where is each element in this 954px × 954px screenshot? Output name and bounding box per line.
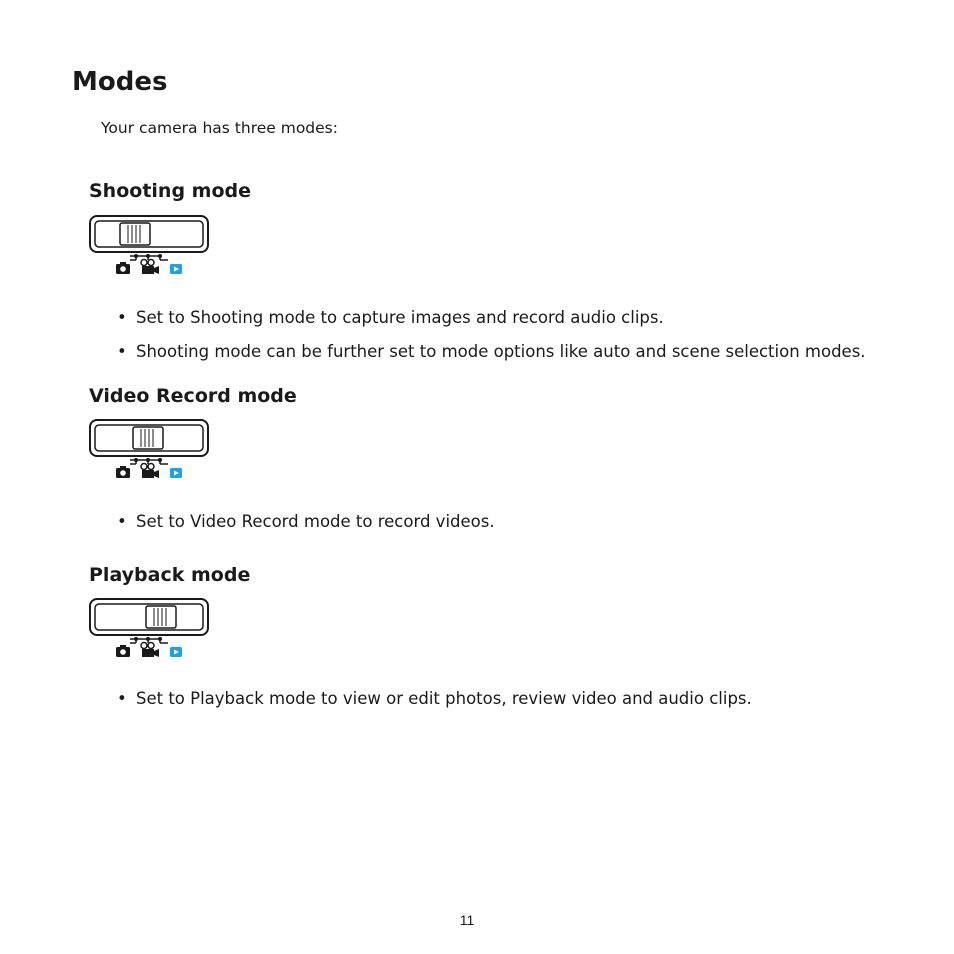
list-item	[116, 307, 866, 329]
section-heading-playback: Playback mode	[89, 564, 251, 586]
video-camera-icon	[141, 643, 159, 658]
bullet-icon: •	[117, 342, 127, 361]
mode-switch-diagram	[88, 214, 212, 274]
bullet-icon: •	[117, 512, 127, 531]
mode-switch-shooting	[88, 214, 212, 274]
section-heading-shooting: Shooting mode	[89, 180, 251, 202]
list-item	[116, 688, 752, 710]
camera-icon	[116, 262, 130, 274]
bullet-icon: •	[117, 308, 127, 327]
page-number: 11	[459, 912, 475, 928]
playback-icon	[170, 647, 182, 657]
video-camera-icon	[141, 464, 159, 479]
list-item-text: Set to Playback mode to view or edit photos, review video and audio clips.	[136, 689, 752, 708]
playback-bullet-list	[116, 688, 752, 722]
camera-icon	[116, 466, 130, 478]
list-item	[116, 341, 866, 363]
page-title: Modes	[72, 67, 168, 97]
bullet-icon: •	[117, 689, 127, 708]
playback-icon	[170, 264, 182, 274]
mode-switch-video	[88, 418, 212, 478]
list-item	[116, 511, 495, 533]
mode-switch-diagram	[88, 597, 212, 657]
intro-text: Your camera has three modes:	[101, 119, 338, 137]
shooting-bullet-list	[116, 307, 866, 375]
playback-icon	[170, 468, 182, 478]
list-item-text: Set to Shooting mode to capture images and record audio clips.	[136, 308, 664, 327]
switch-knob	[146, 606, 176, 628]
list-item-text: Shooting mode can be further set to mode options like auto and scene selection modes.	[136, 342, 866, 361]
mode-switch-diagram	[88, 418, 212, 478]
camera-icon	[116, 645, 130, 657]
video-camera-icon	[141, 260, 159, 275]
list-item-text: Set to Video Record mode to record videos.	[136, 512, 495, 531]
video-bullet-list	[116, 511, 495, 545]
switch-knob	[133, 427, 163, 449]
mode-switch-playback	[88, 597, 212, 657]
section-heading-video: Video Record mode	[89, 385, 297, 407]
switch-knob	[120, 223, 150, 245]
